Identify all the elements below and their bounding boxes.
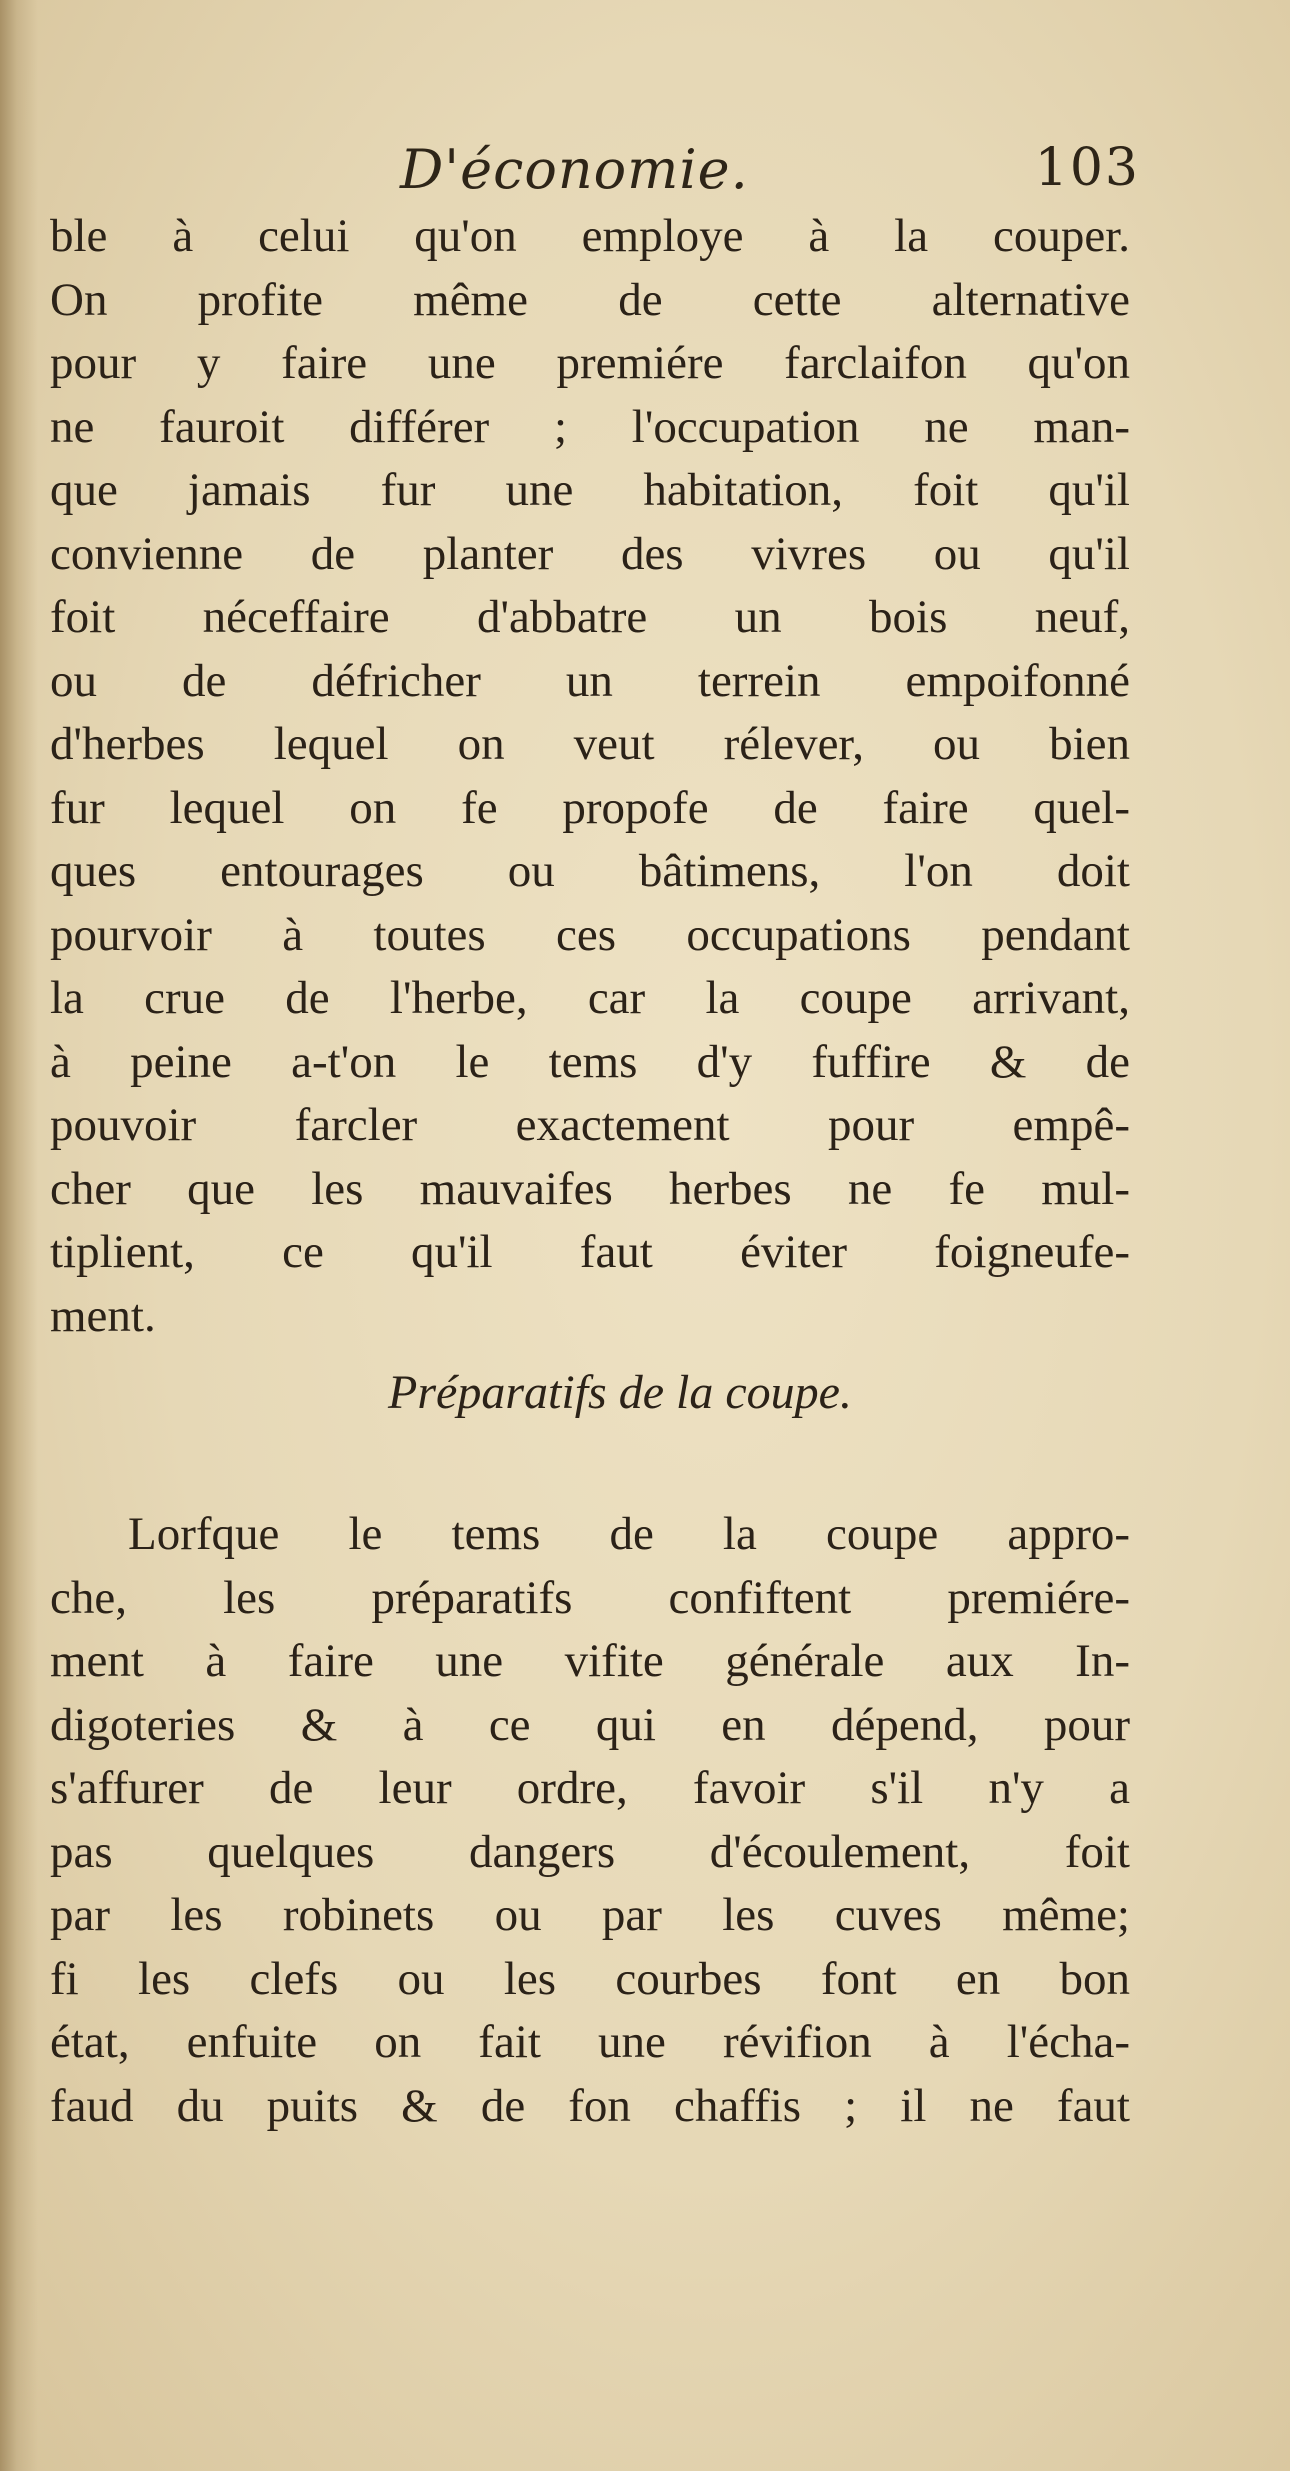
text-line: état, enfuite on fait une révifion à l'écha- <box>50 2016 1130 2068</box>
text-line: ment à faire une vifite générale aux In- <box>50 1635 1130 1687</box>
text-line: cher que les mauvaifes herbes ne fe mul- <box>50 1162 1130 1215</box>
text-line: Lorfque le tems de la coupe appro- <box>128 1508 1130 1560</box>
text-line: faud du puits & de fon chaffis ; il ne faut <box>50 2079 1130 2132</box>
text-line: fur lequel on fe propofe de faire quel- <box>50 781 1130 834</box>
text-line: ble à celui qu'on employe à la couper. <box>50 210 1130 262</box>
text-line: pas quelques dangers d'écoulement, foit <box>50 1825 1130 1878</box>
body-text <box>50 205 1130 2138</box>
text-line: ment. <box>50 1289 156 1342</box>
section-spacer <box>50 1448 1130 1503</box>
text-line: fi les clefs ou les courbes font en bon <box>50 1952 1130 2005</box>
paragraph-2 <box>50 1503 1130 2138</box>
text-line: ques entourages ou bâtimens, l'on doit <box>50 845 1130 897</box>
binding-shadow <box>0 0 38 2471</box>
text-line: digoteries & à ce qui en dépend, pour <box>50 1698 1130 1751</box>
text-line: la crue de l'herbe, car la coupe arrivant, <box>50 972 1130 1024</box>
text-line: tiplient, ce qu'il faut éviter foigneufe- <box>50 1226 1130 1278</box>
paragraph-1 <box>50 205 1130 1348</box>
text-line: à peine a-t'on le tems d'y fuffire & de <box>50 1035 1130 1088</box>
text-line: que jamais fur une habitation, foit qu'il <box>50 464 1130 516</box>
page-number: 103 <box>1034 138 1140 198</box>
text-line: pour y faire une premiére farclaifon qu'on <box>50 337 1130 389</box>
text-line: foit néceffaire d'abbatre un bois neuf, <box>50 591 1130 643</box>
text-line: d'herbes lequel on veut rélever, ou bien <box>50 718 1130 770</box>
section-heading: Préparatifs de la coupe. <box>388 1366 852 1419</box>
text-line: ne fauroit différer ; l'occupation ne man- <box>50 400 1130 453</box>
text-line: che, les préparatifs confiftent premiére- <box>50 1571 1130 1624</box>
text-line: pourvoir à toutes ces occupations pendant <box>50 908 1130 961</box>
text-line: s'affurer de leur ordre, favoir s'il n'y a <box>50 1762 1130 1814</box>
text-line: On profite même de cette alternative <box>50 273 1130 326</box>
text-line: ou de défricher un terrein empoifonné <box>50 654 1130 707</box>
text-line: par les robinets ou par les cuves même; <box>50 1889 1130 1941</box>
running-head <box>50 138 1160 208</box>
text-line: convienne de planter des vivres ou qu'il <box>50 527 1130 580</box>
text-line: pouvoir farcler exactement pour empê- <box>50 1099 1130 1151</box>
running-title: D'économie. <box>400 138 749 201</box>
